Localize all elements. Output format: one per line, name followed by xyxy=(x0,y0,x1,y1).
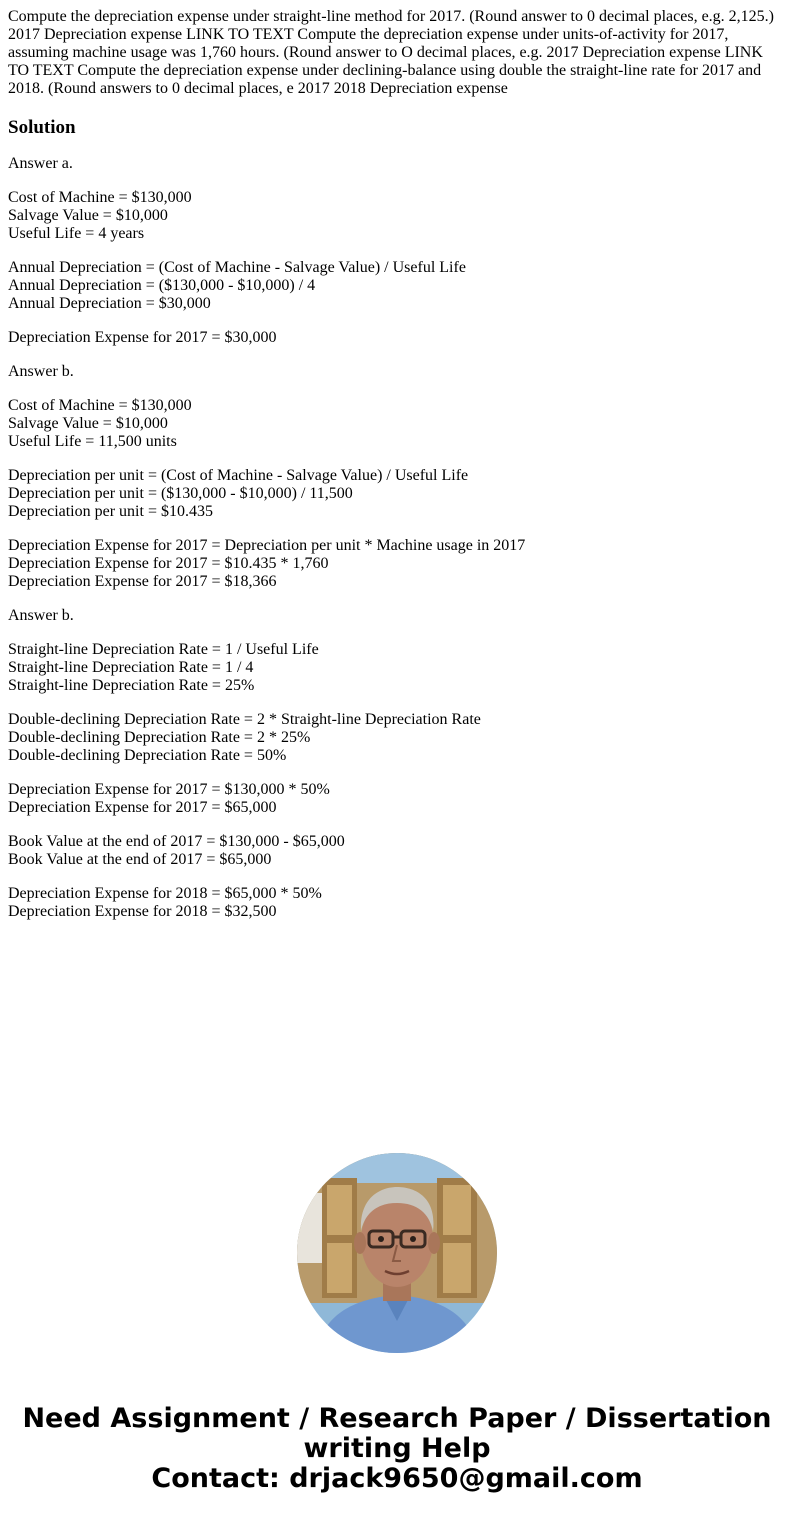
solution-line: Useful Life = 4 years xyxy=(8,225,145,242)
footer-banner xyxy=(0,1404,794,1494)
solution-paragraph xyxy=(8,189,786,243)
solution-line: Depreciation per unit = ($130,000 - $10,000) / 11,500 xyxy=(8,485,353,502)
solution-paragraph xyxy=(8,641,786,695)
solution-paragraph xyxy=(8,607,786,625)
footer-contact: Contact: drjack9650@gmail.com xyxy=(151,1463,643,1494)
footer-line-2: writing Help xyxy=(303,1433,491,1464)
solution-line: Depreciation Expense for 2017 = $18,366 xyxy=(8,573,277,590)
solution-line: Useful Life = 11,500 units xyxy=(8,433,177,450)
solution-line: Double-declining Depreciation Rate = 50% xyxy=(8,747,287,764)
solution-line: Cost of Machine = $130,000 xyxy=(8,189,192,206)
solution-line: Annual Depreciation = (Cost of Machine - Salvage Value) / Useful Life xyxy=(8,259,466,276)
solution-line: Book Value at the end of 2017 = $65,000 xyxy=(8,851,272,868)
solution-line: Salvage Value = $10,000 xyxy=(8,207,168,224)
solution-line: Depreciation per unit = (Cost of Machine - Salvage Value) / Useful Life xyxy=(8,467,469,484)
solution-paragraph xyxy=(8,711,786,765)
solution-line: Annual Depreciation = $30,000 xyxy=(8,295,211,312)
footer-line-1: Need Assignment / Research Paper / Dissertation xyxy=(22,1403,772,1434)
solution-line: Book Value at the end of 2017 = $130,000 - $65,000 xyxy=(8,833,345,850)
solution-line: Depreciation Expense for 2017 = $65,000 xyxy=(8,799,277,816)
solution-line: Depreciation Expense for 2017 = $130,000 * 50% xyxy=(8,781,330,798)
solution-paragraph xyxy=(8,885,786,921)
solution-line: Answer b. xyxy=(8,363,74,380)
solution-line: Straight-line Depreciation Rate = 1 / 4 xyxy=(8,659,254,676)
solution-line: Depreciation Expense for 2017 = Depreciation per unit * Machine usage in 2017 xyxy=(8,537,526,554)
solution-heading: Solution xyxy=(8,117,76,138)
solution-line: Straight-line Depreciation Rate = 1 / Useful Life xyxy=(8,641,319,658)
solution-paragraph xyxy=(8,259,786,313)
document-content xyxy=(8,8,786,921)
solution-body xyxy=(8,155,786,921)
solution-line: Depreciation per unit = $10.435 xyxy=(8,503,213,520)
solution-line: Double-declining Depreciation Rate = 2 * Straight-line Depreciation Rate xyxy=(8,711,481,728)
solution-paragraph xyxy=(8,397,786,451)
solution-paragraph xyxy=(8,155,786,173)
solution-line: Depreciation Expense for 2017 = $10.435 * 1,760 xyxy=(8,555,329,572)
solution-paragraph xyxy=(8,781,786,817)
solution-paragraph xyxy=(8,537,786,591)
solution-line: Straight-line Depreciation Rate = 25% xyxy=(8,677,255,694)
solution-line: Depreciation Expense for 2017 = $30,000 xyxy=(8,329,277,346)
solution-paragraph xyxy=(8,363,786,381)
question-text: Compute the depreciation expense under straight-line method for 2017. (Round answer to 0 decimal places, e.g. 2,125.) 2017 Depreciation expense LINK TO TEXT Compute the depreciation expense under units-of-activity for 2017, assuming machine usage was 1,760 hours. (Round answer to O decimal places, e.g. 2017 Depreciation expense LINK TO TEXT Compute the depreciation expense under declining-balance using double the straight-line rate for 2017 and 2018. (Round answers to 0 decimal places, e 2017 2018 Depreciation expense xyxy=(8,8,775,97)
person-portrait-icon xyxy=(297,1153,497,1353)
solution-line: Answer b. xyxy=(8,607,74,624)
solution-line: Depreciation Expense for 2018 = $32,500 xyxy=(8,903,277,920)
solution-paragraph xyxy=(8,329,786,347)
solution-line: Double-declining Depreciation Rate = 2 * 25% xyxy=(8,729,311,746)
solution-line: Cost of Machine = $130,000 xyxy=(8,397,192,414)
author-avatar xyxy=(297,1153,497,1353)
solution-line: Annual Depreciation = ($130,000 - $10,000) / 4 xyxy=(8,277,316,294)
solution-line: Salvage Value = $10,000 xyxy=(8,415,168,432)
solution-line: Answer a. xyxy=(8,155,73,172)
solution-paragraph xyxy=(8,833,786,869)
solution-line: Depreciation Expense for 2018 = $65,000 * 50% xyxy=(8,885,322,902)
solution-paragraph xyxy=(8,467,786,521)
